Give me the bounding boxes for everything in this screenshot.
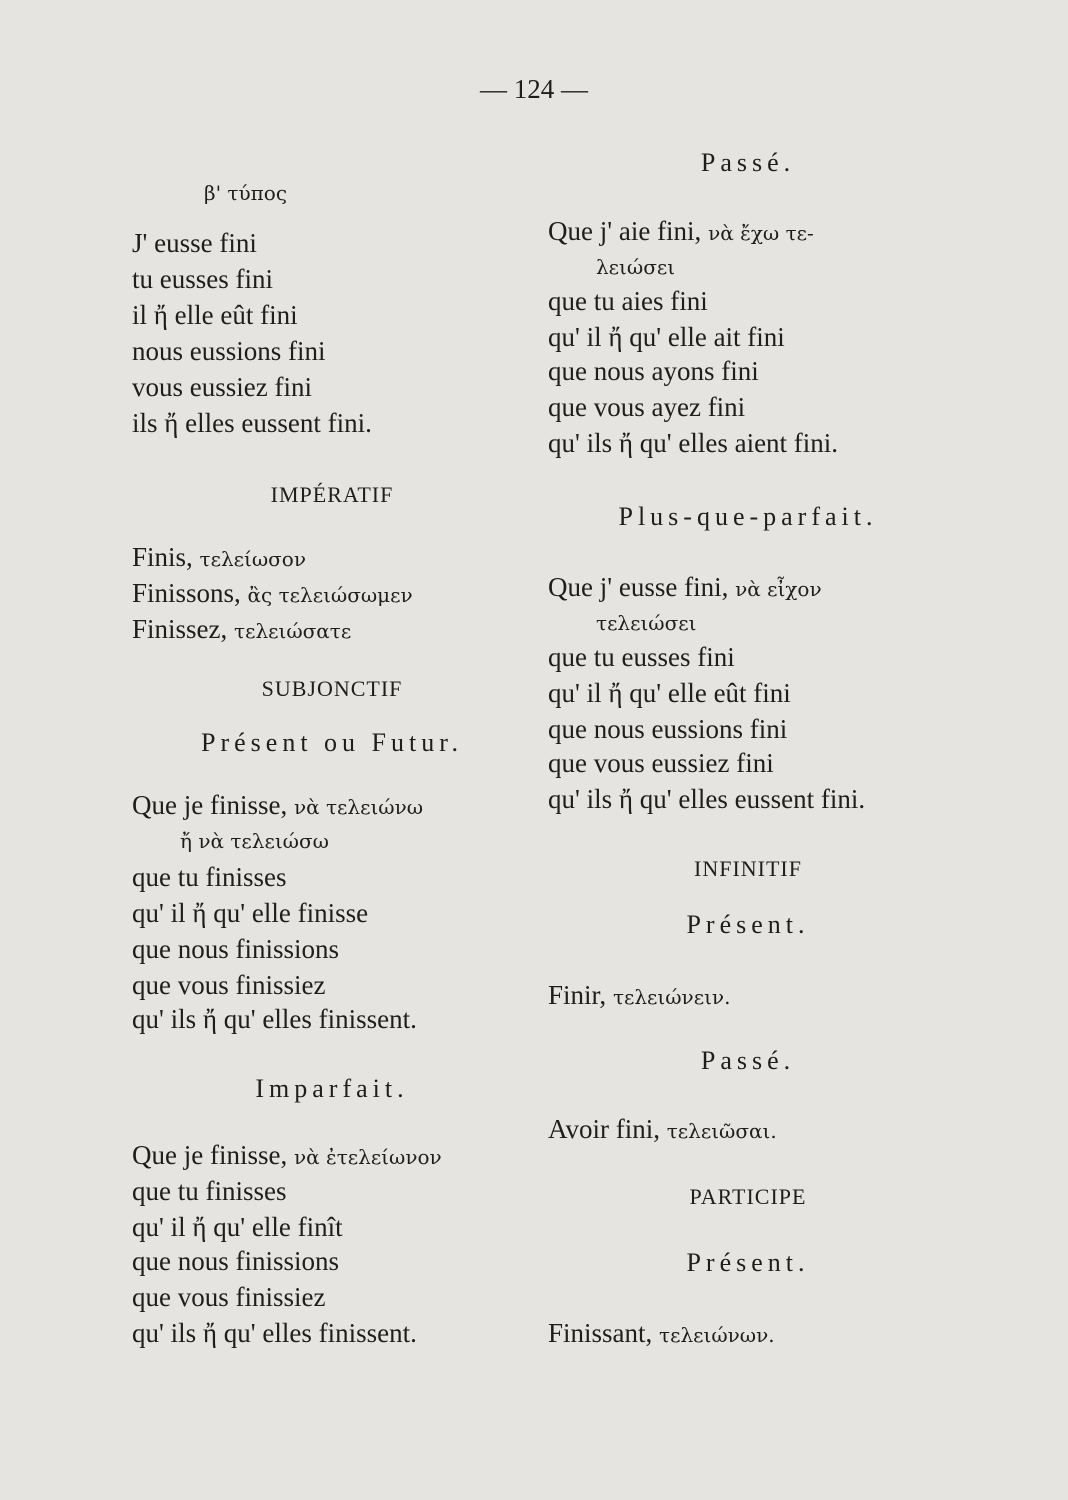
- greek-form: νὰ ἔχω τε-: [708, 221, 814, 245]
- greek-continuation: τελειώσει: [596, 611, 697, 635]
- participe-heading: PARTICIPE: [689, 1184, 807, 1209]
- conjugation-line: que nous finissions: [132, 934, 340, 964]
- conjugation-line: que nous finissions: [132, 1246, 340, 1276]
- conjugation-line: que tu eusses fini: [548, 642, 735, 672]
- greek-form: τελειώσατε: [234, 619, 352, 643]
- conjugation-line: nous eussions fini: [132, 336, 326, 366]
- plus-que-parfait-heading: Plus-que-parfait.: [618, 502, 878, 531]
- french-form: Finir,: [548, 980, 607, 1010]
- conjugation-line: que tu aies fini: [548, 286, 708, 316]
- subjonctif-heading: SUBJONCTIF: [261, 676, 403, 701]
- conjugation-line: qu' ils ἤ qu' elles eussent fini.: [548, 784, 866, 814]
- passe-heading: Passé.: [700, 148, 796, 177]
- conjugation-line: qu' ils ἤ qu' elles aient fini.: [548, 428, 839, 458]
- greek-continuation: ἤ νὰ τελειώσω: [180, 829, 329, 853]
- french-form: Que j' eusse fini,: [548, 572, 729, 602]
- conjugation-line: ils ἤ elles eussent fini.: [132, 408, 372, 438]
- conjugation-line: que vous eussiez fini: [548, 748, 774, 778]
- imparfait-heading: Imparfait.: [255, 1074, 409, 1103]
- french-form: Que je finisse,: [132, 790, 288, 820]
- infinitif-passe-heading: Passé.: [700, 1046, 796, 1075]
- conjugation-line: que tu finisses: [132, 1176, 287, 1206]
- page-number: — 124 —: [480, 74, 588, 104]
- conjugation-line: que vous ayez fini: [548, 392, 746, 422]
- conjugation-line: qu' il ἤ qu' elle finît: [132, 1212, 343, 1242]
- conjugation-line: [132, 540, 306, 576]
- conjugation-line: J' eusse fini: [132, 228, 257, 258]
- conjugation-line: [132, 1138, 442, 1174]
- infinitif-heading: INFINITIF: [694, 856, 802, 881]
- participe-present-heading: Présent.: [686, 1248, 810, 1277]
- greek-form: τελειῶσαι.: [666, 1119, 777, 1143]
- infinitif-passe-line: [548, 1112, 777, 1148]
- conjugation-line: [132, 788, 423, 824]
- french-form: Finissez,: [132, 614, 228, 644]
- french-form: Que j' aie fini,: [548, 216, 702, 246]
- french-form: Finissons,: [132, 578, 241, 608]
- infinitif-present-heading: Présent.: [686, 910, 810, 939]
- conjugation-line: que nous ayons fini: [548, 356, 759, 386]
- french-form: Finissant,: [548, 1318, 653, 1348]
- greek-form: νὰ εἶχον: [735, 577, 822, 601]
- conjugation-line: [548, 214, 814, 250]
- imperatif-heading: IMPÉRATIF: [270, 482, 394, 507]
- greek-form: ἂς τελειώσωμεν: [247, 583, 413, 607]
- conjugation-line: qu' ils ἤ qu' elles finissent.: [132, 1318, 417, 1348]
- infinitif-present-line: [548, 978, 730, 1014]
- conjugation-line: que vous finissiez: [132, 1282, 326, 1312]
- greek-form: τελειώνων.: [659, 1323, 775, 1347]
- beta-typos-heading: β' τύπος: [204, 181, 288, 205]
- greek-continuation: λειώσει: [596, 255, 676, 279]
- conjugation-line: qu' il ἤ qu' elle finisse: [132, 898, 369, 928]
- greek-form: νὰ ἐτελείωνον: [293, 1145, 442, 1169]
- conjugation-line: [132, 576, 413, 612]
- present-futur-heading: Présent ou Futur.: [201, 728, 463, 757]
- participe-present-line: [548, 1316, 775, 1352]
- conjugation-line: tu eusses fini: [132, 264, 273, 294]
- conjugation-line: qu' il ἤ qu' elle eût fini: [548, 678, 791, 708]
- conjugation-line: il ἤ elle eût fini: [132, 300, 298, 330]
- conjugation-line: vous eussiez fini: [132, 372, 312, 402]
- conjugation-line: [132, 612, 351, 648]
- greek-form: τελειώνειν.: [612, 985, 731, 1009]
- conjugation-line: que vous finissiez: [132, 970, 326, 1000]
- conjugation-line: que tu finisses: [132, 862, 287, 892]
- conjugation-line: qu' ils ἤ qu' elles finissent.: [132, 1004, 417, 1034]
- french-form: Que je finisse,: [132, 1140, 288, 1170]
- french-form: Finis,: [132, 542, 193, 572]
- conjugation-line: que nous eussions fini: [548, 714, 788, 744]
- greek-form: νὰ τελειώνω: [293, 795, 424, 819]
- greek-form: τελείωσον: [199, 547, 306, 571]
- conjugation-line: qu' il ἤ qu' elle ait fini: [548, 322, 785, 352]
- french-form: Avoir fini,: [548, 1114, 660, 1144]
- conjugation-line: [548, 570, 822, 606]
